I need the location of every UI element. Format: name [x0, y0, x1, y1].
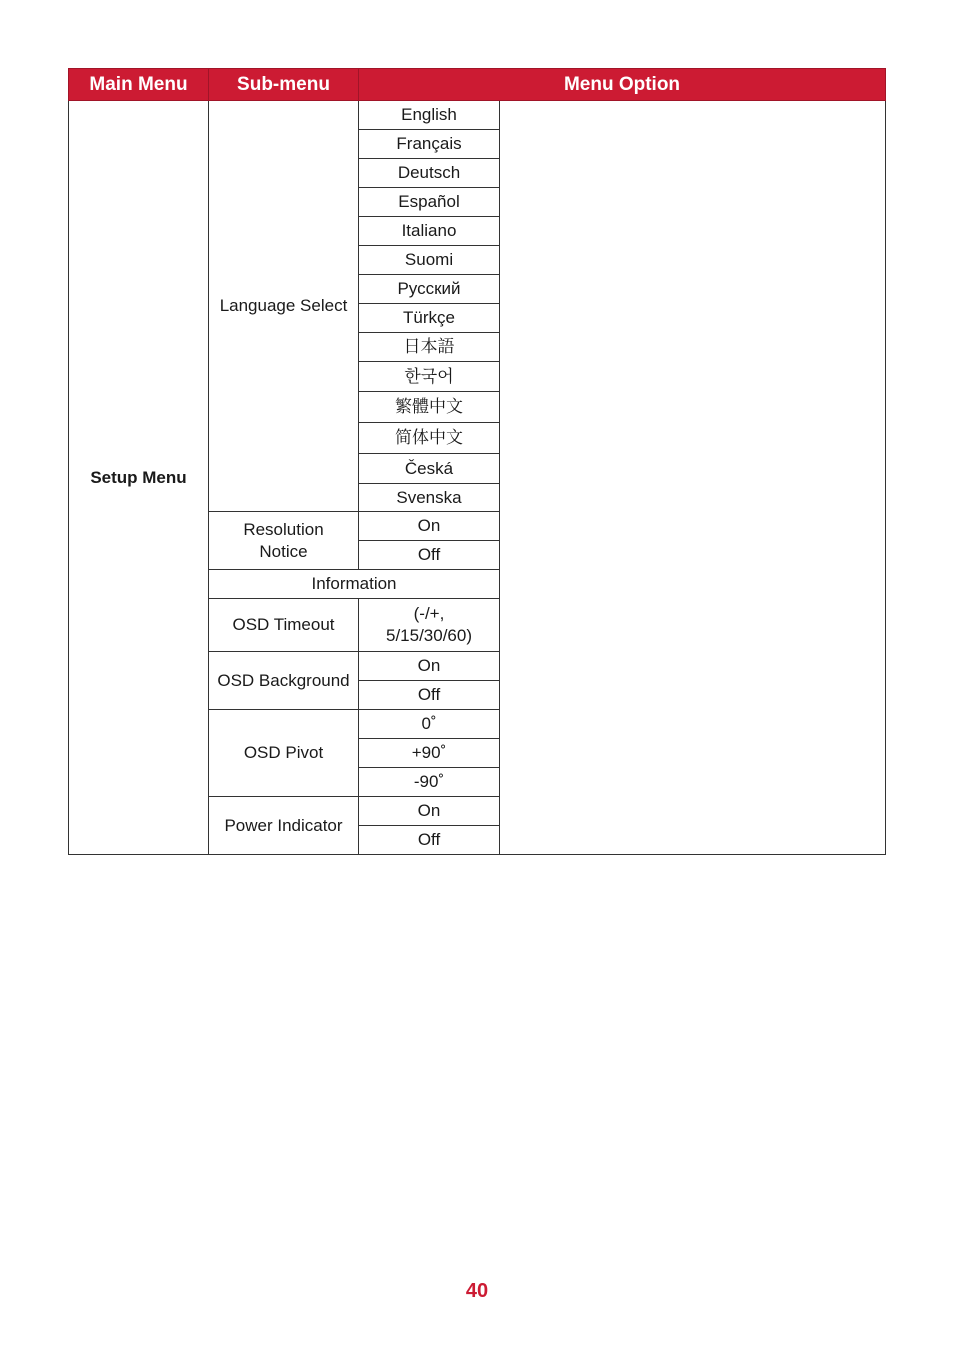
menu-option: Italiano: [359, 217, 500, 246]
menu-option: 繁體中文: [359, 392, 500, 423]
submenu-label: Information: [209, 570, 500, 599]
header-main-menu: Main Menu: [69, 69, 209, 101]
menu-option: On: [359, 652, 500, 681]
submenu-label: OSD Timeout: [209, 599, 359, 652]
menu-option: -90˚: [359, 768, 500, 797]
menu-option: Español: [359, 188, 500, 217]
submenu-label: OSD Background: [209, 652, 359, 710]
menu-option: Türkçe: [359, 304, 500, 333]
menu-option: English: [359, 101, 500, 130]
submenu-label: OSD Pivot: [209, 710, 359, 797]
header-menu-option: Menu Option: [359, 69, 886, 101]
main-menu-cell: Setup Menu: [69, 101, 209, 855]
submenu-label: Resolution Notice: [209, 512, 359, 570]
header-row: [69, 69, 886, 101]
menu-option: On: [359, 797, 500, 826]
menu-table: [68, 68, 886, 855]
table-body: [69, 101, 886, 855]
menu-option: +90˚: [359, 739, 500, 768]
header-sub-menu: Sub-menu: [209, 69, 359, 101]
menu-option: Français: [359, 130, 500, 159]
submenu-label: Power Indicator: [209, 797, 359, 855]
menu-option: Off: [359, 826, 500, 855]
menu-option: Off: [359, 681, 500, 710]
menu-option: 0˚: [359, 710, 500, 739]
menu-option: On: [359, 512, 500, 541]
submenu-label: Language Select: [209, 101, 359, 512]
menu-option: 简体中文: [359, 423, 500, 454]
menu-option: 日本語: [359, 333, 500, 362]
table-row: [69, 101, 886, 130]
menu-option: Off: [359, 541, 500, 570]
menu-option: Deutsch: [359, 159, 500, 188]
menu-option: Русский: [359, 275, 500, 304]
menu-option: 한국어: [359, 362, 500, 392]
menu-option: (-/+, 5/15/30/60): [359, 599, 500, 652]
option-detail-cell: [500, 101, 886, 855]
menu-option: Svenska: [359, 484, 500, 512]
menu-option: Česká: [359, 454, 500, 484]
page-number: 40: [465, 1280, 489, 1302]
menu-option: Suomi: [359, 246, 500, 275]
